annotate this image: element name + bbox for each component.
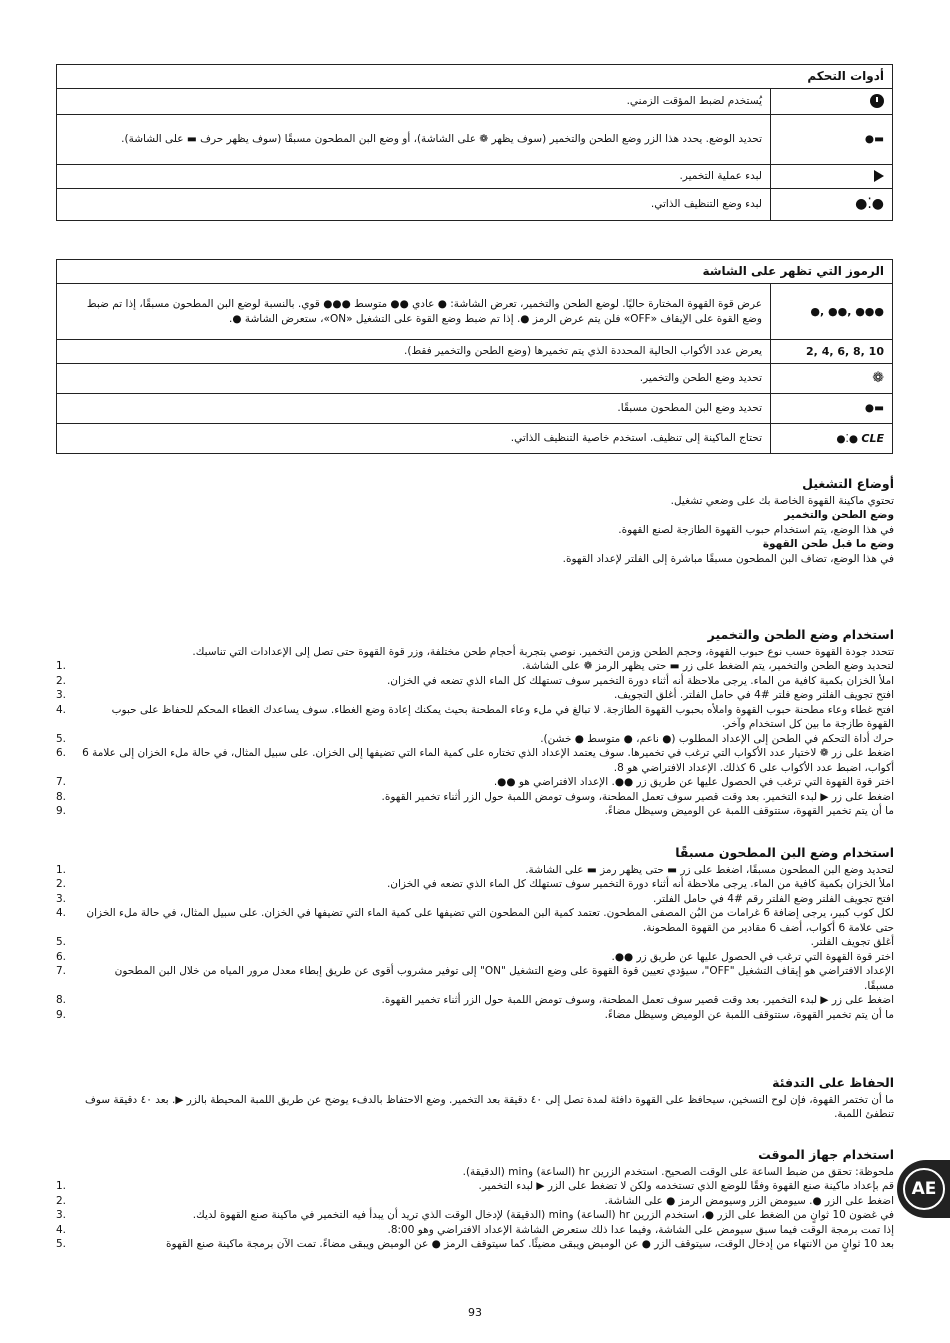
preground-mode-title: وضع ما قبل طحن القهوة	[762, 538, 894, 550]
list-item: 2. اضغط على الزر ●. سيومض الزر وسيومض الرمز ● على الشاشة.	[56, 1194, 894, 1207]
controls-table	[56, 64, 893, 221]
list-item: 4. افتح غطاء وعاء مطحنة حبوب القهوة واملأه بحبوب القهوة الطازجة. لا تبالغ في ملء وعاء المطحنة بحيث يمكنك إعادة وضع الغطاء. سوف يساعدك الغطاء المحكم للحفاظ على حبوب القهوة طازجة ما بين كل استخدام وآخر.	[56, 703, 894, 730]
page-number: 93	[468, 1306, 482, 1319]
timer-steps	[56, 1179, 894, 1252]
display-row-1: عرض قوة القهوة المختارة حاليًا. لوضع الطحن والتخمير، تعرض الشاشة: ● عادي ●● متوسط ●●● قوي. بالنسبة لوضع البن المطحون مسبقًا، إذا تم ضبط وضع القوة على الإيقاف «OFF» فلن يتم عرض الرمز ●. إذا تم ضبط وضع القوة على التشغيل «ON»، ستعرض الشاشة ●.	[57, 284, 771, 340]
list-item: 3. افتح تجويف الفلتر وضع الفلتر رقم #4 في حامل الفلتر.	[56, 892, 894, 905]
modes-section	[56, 477, 894, 566]
display-table	[56, 259, 893, 454]
strength-symbols: ●, ●●, ●●●	[810, 304, 884, 318]
list-item: 1. لتحديد وضع الطحن والتخمير، يتم الضغط على زر ▬ حتى يظهر الرمز ❁ على الشاشة.	[56, 660, 894, 672]
self-clean-icon: ●⁚●	[836, 432, 859, 445]
cups-symbols: 2, 4, 6, 8, 10	[806, 344, 884, 358]
list-item: 7. الإعداد الافتراضي هو إيقاف التشغيل "OFF"، سيؤدي تعيين قوة القهوة على وضع التشغيل "ON" إلى توفير مشروب أقوى عن طريق إبطاء معدل مرور المياه من خلال البن المطحون مسبقًا.	[56, 965, 894, 992]
keep-warm-text: ما أن تختمر القهوة، فإن لوح التسخين، سيحافظ على القهوة دافئة لمدة تصل إلى ٤٠ دقيقة بعد التخمير. وضع الاحتفاظ بالدفء يوضح عن طريق اللمبة المحيطة بالزر ▶. بعد ٤٠ دقيقة سوف تنطفئ اللمبة.	[84, 1093, 894, 1120]
list-item: 4. إذا تمت برمجة الوقت فيما سبق سيومض على الشاشة، وفيما عدا ذلك ستعرض الشاشة الإعداد الافتراضي وهو 8:00.	[56, 1223, 894, 1236]
pre-ground-steps	[56, 863, 894, 1023]
list-item: 8. اضغط على زر ▶ لبدء التخمير. بعد وقت قصير سوف تعمل المطحنة، وسوف تومض اللمبة حول الزر أثناء تخمير القهوة.	[56, 994, 894, 1006]
controls-row-1: يُستخدم لضبط المؤقت الزمني.	[57, 89, 771, 115]
list-item: 5. أغلق تجويف الفلتر.	[56, 936, 894, 948]
display-row-4: تحديد وضع البن المطحون مسبقًا.	[57, 394, 771, 424]
list-item: 7. اختر قوة القهوة التي ترغب في الحصول عليها عن طريق زر ●●. الإعداد الافتراضي هو ●●.	[56, 776, 894, 788]
modes-title: أوضاع التشغيل	[802, 476, 894, 491]
timer-title: استخدام جهاز الموقت	[758, 1147, 894, 1162]
controls-row-4: لبدء وضع التنظيف الذاتي.	[57, 189, 771, 221]
controls-row-2: تحديد الوضع. يحدد هذا الزر وضع الطحن والتخمير (سوف يظهر ❁ على الشاشة)، أو وضع البن المطحون مسبقًا (سوف يظهر حرف ▬ على الشاشة).	[57, 115, 771, 165]
display-row-5: تحتاج الماكينة إلى تنظيف. استخدم خاصية التنظيف الذاتي.	[57, 424, 771, 454]
grind-brew-title: استخدام وضع الطحن والتخمير	[707, 627, 894, 642]
display-table-title: الرموز التي تظهر على الشاشة	[57, 260, 893, 284]
display-row-3: تحديد وضع الطحن والتخمير.	[57, 364, 771, 394]
grind-mode-title: وضع الطحن والتخمير	[784, 509, 894, 521]
pre-ground-title: استخدام وضع البن المطحون مسبقًا	[675, 845, 894, 860]
keep-warm-title: الحفاظ على التدفئة	[772, 1075, 894, 1090]
preground-mode-text: في هذا الوضع، تضاف البن المطحون مسبقًا مباشرة إلى الفلتر لإعداد القهوة.	[562, 552, 894, 565]
list-item: 9. ما أن يتم تخمير القهوة، ستتوقف اللمبة عن الوميض وسيظل مضاءً.	[56, 805, 894, 817]
list-item: 5. بعد 10 ثوانٍ من الانتهاء من إدخال الوقت، سيتوقف الزر ● عن الوميض ويبقى مضيئًا. كما سيتوقف الرمز ● عن الوميض ويبقى مضاءً. تمت الآن برمجة ماكينة صنع القهوة	[56, 1238, 894, 1250]
list-item: 3. افتح تجويف الفلتر وضع فلتر #4 في حامل الفلتر. أغلق التجويف.	[56, 689, 894, 701]
list-item: 9. ما أن يتم تخمير القهوة، ستتوقف اللمبة عن الوميض وسيظل مضاءً.	[56, 1008, 894, 1021]
controls-table-title: أدوات التحكم	[57, 65, 893, 89]
pre-ground-icon: ▬●	[864, 402, 884, 414]
pre-ground-section	[56, 846, 894, 1022]
keep-warm-section	[56, 1076, 894, 1122]
play-icon	[874, 170, 884, 182]
language-badge-label: AE	[903, 1168, 945, 1210]
language-badge	[897, 1160, 950, 1218]
grind-brew-intro: تتحدد جودة القهوة حسب نوع حبوب القهوة، وحجم الطحن وزمن التخمير. نوصي بتجربة أحجام طحن مختلفة، وزر قوة القهوة حتى تصل إلى الإعدادات التي تناسبك.	[192, 645, 894, 658]
timer-note: ملحوظة: تحقق من ضبط الساعة على الوقت الصحيح. استخدم الزرين hr (الساعة) وmin (الدقيقة).	[462, 1165, 894, 1178]
pre-ground-icon: ▬●	[864, 133, 884, 145]
grind-mode-text: في هذا الوضع، يتم استخدام حبوب القهوة الطازجة لصنع القهوة.	[618, 523, 894, 536]
list-item: 1. لتحديد وضع البن المطحون مسبقًا، اضغط على زر ▬ حتى يظهر رمز ▬ على الشاشة.	[56, 863, 894, 876]
grind-brew-icon: ❁	[872, 369, 884, 386]
list-item: 1. قم بإعداد ماكينة صنع القهوة وفقًا للوضع الذي تستخدمه ولكن لا تضغط على الزر ▶ لبدء التخمير.	[56, 1180, 894, 1192]
controls-row-3: لبدء عملية التخمير.	[57, 165, 771, 189]
modes-intro: تحتوي ماكينة القهوة الخاصة بك على وضعي تشغيل.	[670, 494, 894, 507]
list-item: 2. املأ الخزان بكمية كافية من الماء. يرجى ملاحظة أنه أثناء دورة التخمير سوف تستهلك كل الماء الذي تضعه في الخزان.	[56, 674, 894, 687]
clock-icon	[870, 94, 884, 108]
list-item: 3. في غضون 10 ثوانٍ من الضغط على الزر ●، استخدم الزرين hr (الساعة) وmin (الدقيقة) لإدخال الوقت الذي تريد أن يبدأ فيه التخمير في ماكينة صنع القهوة لديك.	[56, 1209, 894, 1221]
list-item: 6. اضغط على زر ❁ لاختيار عدد الأكواب التي ترغب في تخميرها. سوف يعتمد الإعداد الذي تختاره على كمية الماء التي تضيفها إلى الخزان. على سبيل المثال، في حالة ملء الخزان إلى علامة 6 أكواب، اضبط عدد الأكواب على 6 كذلك. الإعداد الافتراضي هو 8.	[56, 747, 894, 774]
list-item: 4. لكل كوب كبير، يرجى إضافة 6 غرامات من البُن المصفى المطحون. تعتمد كمية البن المطحون التي تضيفها على كمية الماء التي تضيفها في الخزان. على سبيل المثال، في حالة ملء الخزان حتى علامة 6 أكواب، أضف 6 مقادير من القهوة المطحونة.	[56, 907, 894, 934]
grind-brew-steps	[56, 659, 894, 819]
list-item: 5. حرك أداة التحكم في الطحن إلى الإعداد المطلوب (● ناعم، ● متوسط ● خشن).	[56, 732, 894, 745]
cle-symbol: CLE	[861, 431, 884, 445]
grind-brew-section	[56, 628, 894, 819]
list-item: 2. املأ الخزان بكمية كافية من الماء. يرجى ملاحظة أنه أثناء دورة التخمير سوف تستهلك كل الماء الذي تضعه في الخزان.	[56, 878, 894, 890]
self-clean-icon: ●⁚●	[855, 195, 884, 212]
list-item: 6. اختر قوة القهوة التي ترغب في الحصول عليها عن طريق زر ●●.	[56, 950, 894, 963]
display-row-2: يعرض عدد الأكواب الحالية المحددة الذي يتم تخميرها (وضع الطحن والتخمير فقط).	[57, 340, 771, 364]
list-item: 8. اضغط على زر ▶ لبدء التخمير. بعد وقت قصير سوف تعمل المطحنة، وسوف تومض اللمبة حول الزر أثناء تخمير القهوة.	[56, 790, 894, 803]
timer-section	[56, 1148, 894, 1252]
